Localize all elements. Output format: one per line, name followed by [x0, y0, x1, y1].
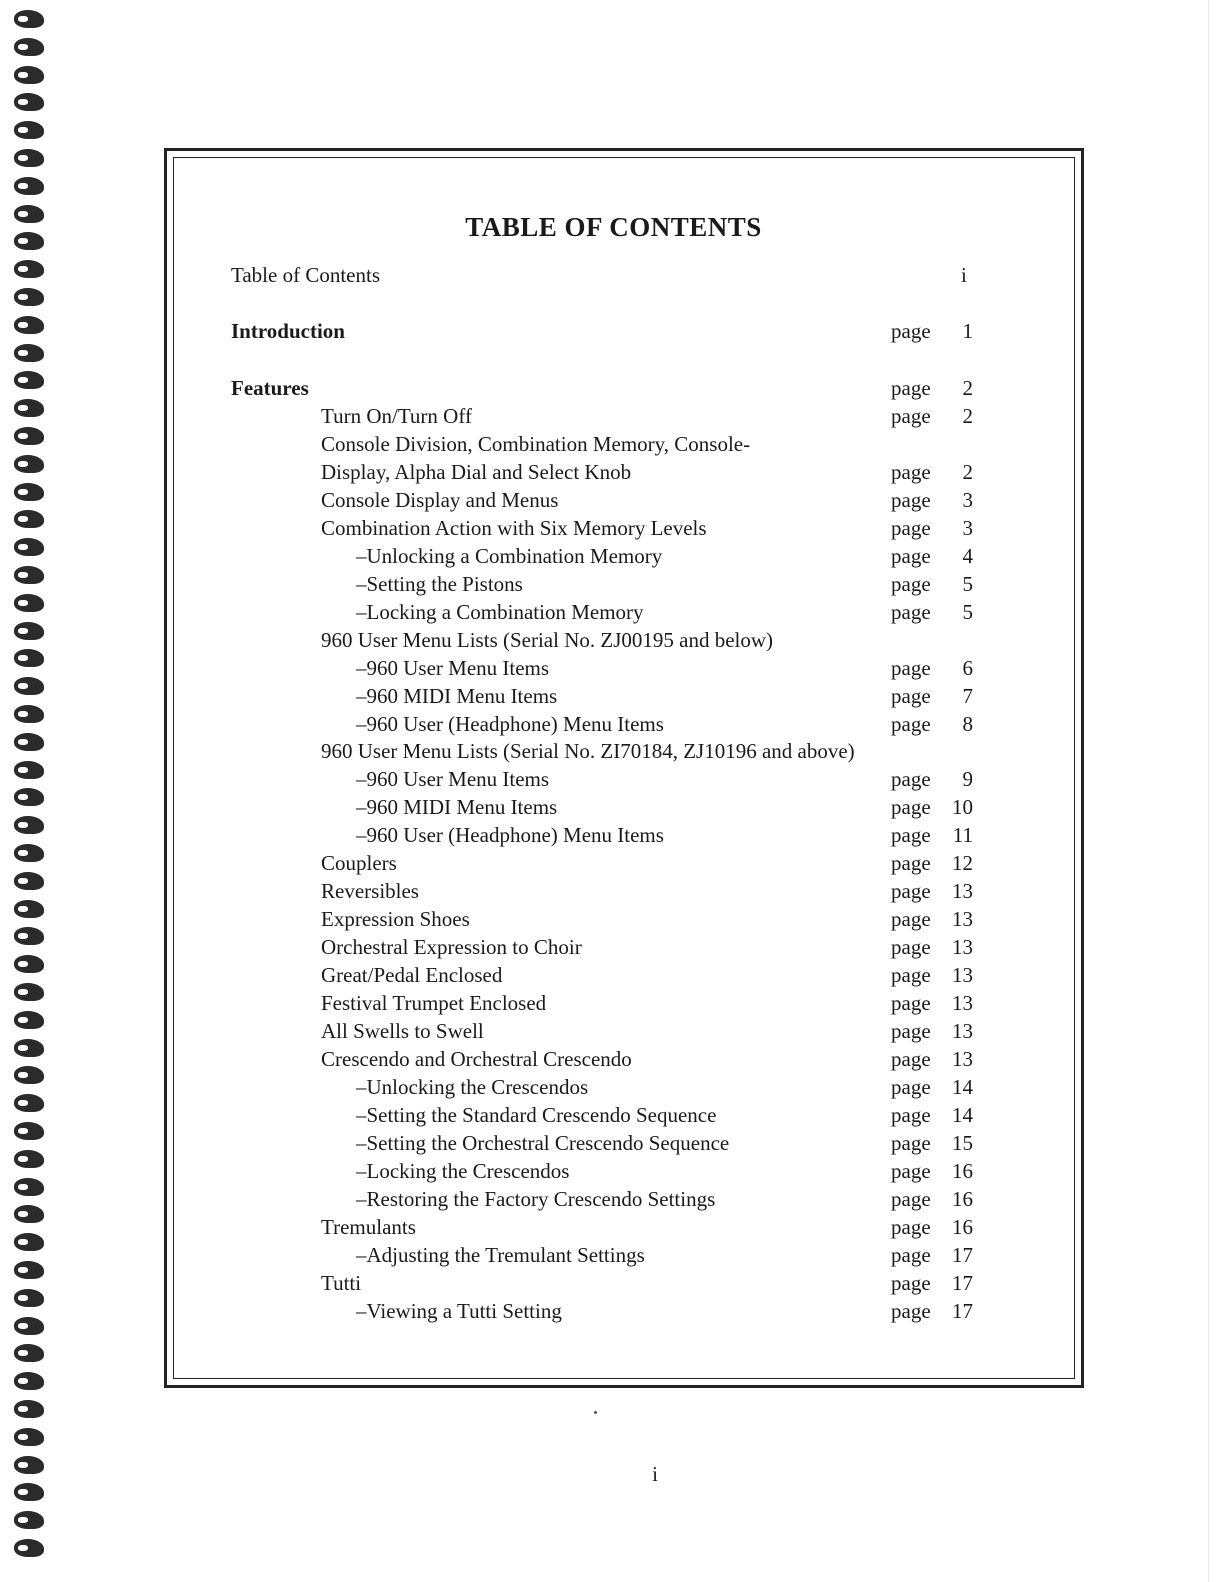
toc-page-number: 17 [952, 1271, 973, 1295]
toc-page-number: 16 [952, 1215, 973, 1239]
toc-row [0, 821, 1227, 849]
toc-page-number: 5 [962, 572, 973, 596]
toc-page-number: 4 [962, 544, 973, 568]
toc-page-number: 14 [952, 1075, 973, 1099]
toc-row [0, 682, 1227, 710]
toc-page-number: 16 [952, 1159, 973, 1183]
toc-entry-label: –Unlocking a Combination Memory [356, 544, 663, 568]
toc-page-word: page [891, 1159, 931, 1183]
toc-row [0, 989, 1227, 1017]
toc-row [0, 1045, 1227, 1073]
toc-page-word: page [891, 1271, 931, 1295]
toc-page-number: 13 [952, 991, 973, 1015]
toc-entry-label: –960 User Menu Items [356, 656, 550, 680]
toc-entry-label: –Setting the Pistons [356, 572, 523, 596]
toc-row [0, 710, 1227, 738]
toc-page-number: 13 [952, 963, 973, 987]
toc-row [0, 430, 1227, 458]
toc-entry-label: –Setting the Orchestral Crescendo Sequence [356, 1131, 730, 1155]
toc-page-number: 6 [962, 656, 973, 680]
toc-page-word: page [891, 907, 931, 931]
toc-entry-label: Couplers [321, 851, 397, 875]
toc-entry-label: Features [231, 376, 309, 400]
toc-page-word: page [891, 1075, 931, 1099]
toc-page-word: page [891, 879, 931, 903]
toc-page-number: 5 [962, 600, 973, 624]
toc-entry-label: Festival Trumpet Enclosed [321, 991, 547, 1015]
toc-entry-label: Console Division, Combination Memory, Console- [321, 432, 751, 456]
toc-page-word: page [891, 1187, 931, 1211]
toc-page-number: 2 [962, 404, 973, 428]
toc-row [0, 486, 1227, 514]
footer-page-number: i [652, 1462, 658, 1486]
toc-entry-label: Tutti [321, 1271, 362, 1295]
toc-entry-label: –960 User Menu Items [356, 767, 550, 791]
toc-page-word: page [891, 460, 931, 484]
toc-page-word: page [891, 516, 931, 540]
toc-page-word: page [891, 795, 931, 819]
toc-entry-label: –960 MIDI Menu Items [356, 684, 558, 708]
toc-entry-label: Combination Action with Six Memory Levels [321, 516, 707, 540]
toc-row [0, 737, 1227, 765]
toc-entry-label: Crescendo and Orchestral Crescendo [321, 1047, 632, 1071]
toc-page-word: page [891, 656, 931, 680]
toc-entry-label: Reversibles [321, 879, 419, 903]
toc-page-number: 3 [962, 488, 973, 512]
toc-row [0, 654, 1227, 682]
toc-entry-label: –960 User (Headphone) Menu Items [356, 712, 664, 736]
toc-page-number: 11 [952, 823, 973, 847]
toc-page-word: page [891, 1215, 931, 1239]
toc-row [0, 933, 1227, 961]
toc-page-number: 2 [962, 376, 973, 400]
toc-row [0, 570, 1227, 598]
toc-page-word: page [891, 572, 931, 596]
toc-row [0, 905, 1227, 933]
toc-page-number: 15 [952, 1131, 973, 1155]
toc-row [0, 1185, 1227, 1213]
toc-page-number: 3 [962, 516, 973, 540]
toc-row [0, 1017, 1227, 1045]
paper-speck [594, 1411, 597, 1414]
toc-row [0, 1157, 1227, 1185]
toc-row [0, 402, 1227, 430]
toc-page-word: page [891, 1019, 931, 1043]
toc-page-number: 12 [952, 851, 973, 875]
toc-row [0, 598, 1227, 626]
toc-page-number: 13 [952, 935, 973, 959]
toc-row [0, 626, 1227, 654]
toc-page-word: page [891, 1103, 931, 1127]
page-title: TABLE OF CONTENTS [465, 212, 762, 242]
toc-page-number: 17 [952, 1243, 973, 1267]
toc-entry-label: –Restoring the Factory Crescendo Settings [356, 1187, 716, 1211]
toc-header-label: Table of Contents [231, 263, 380, 287]
toc-page-word: page [891, 991, 931, 1015]
toc-page-word: page [891, 851, 931, 875]
toc-page-word: page [891, 963, 931, 987]
toc-entry-label: Turn On/Turn Off [321, 404, 472, 428]
toc-page-number: 7 [962, 684, 973, 708]
toc-entry-label: Tremulants [321, 1215, 416, 1239]
toc-page-word: page [891, 404, 931, 428]
toc-row [0, 765, 1227, 793]
toc-row [0, 317, 1227, 345]
toc-page-number: 9 [962, 767, 973, 791]
toc-page-number: 8 [962, 712, 973, 736]
toc-row [0, 877, 1227, 905]
toc-page-word: page [891, 767, 931, 791]
toc-row [0, 1073, 1227, 1101]
toc-page-word: page [891, 1299, 931, 1323]
toc-entry-label: –Locking the Crescendos [356, 1159, 570, 1183]
toc-page-number: 13 [952, 1047, 973, 1071]
toc-row [0, 1297, 1227, 1325]
toc-page-word: page [891, 376, 931, 400]
toc-entry-label: Great/Pedal Enclosed [321, 963, 503, 987]
toc-page-word: page [891, 1047, 931, 1071]
toc-entry-label: Introduction [231, 319, 345, 343]
toc-row [0, 793, 1227, 821]
toc-entry-label: –Adjusting the Tremulant Settings [356, 1243, 645, 1267]
toc-entry-label: Console Display and Menus [321, 488, 559, 512]
toc-page-number: 13 [952, 879, 973, 903]
toc-header-row [0, 261, 1227, 289]
toc-page-word: page [891, 823, 931, 847]
toc-page-word: page [891, 935, 931, 959]
toc-row [0, 1269, 1227, 1297]
toc-row [0, 374, 1227, 402]
toc-page-word: page [891, 1243, 931, 1267]
toc-page-number: 14 [952, 1103, 973, 1127]
toc-row [0, 542, 1227, 570]
toc-page-number: 2 [962, 460, 973, 484]
toc-page-word: page [891, 488, 931, 512]
toc-row [0, 849, 1227, 877]
toc-page-word: page [891, 712, 931, 736]
toc-row [0, 1101, 1227, 1129]
toc-header-page: i [961, 263, 967, 287]
toc-page-number: 13 [952, 1019, 973, 1043]
toc-page-word: page [891, 1131, 931, 1155]
toc-page-word: page [891, 319, 931, 343]
toc-page-number: 13 [952, 907, 973, 931]
toc-entry-label: 960 User Menu Lists (Serial No. ZJ00195 and below) [321, 628, 774, 652]
toc-page-number: 16 [952, 1187, 973, 1211]
toc-entry-label: –960 User (Headphone) Menu Items [356, 823, 664, 847]
toc-page-number: 17 [952, 1299, 973, 1323]
toc-entry-label: Display, Alpha Dial and Select Knob [321, 460, 632, 484]
toc-page-word: page [891, 544, 931, 568]
toc-page-word: page [891, 684, 931, 708]
toc-entry-label: 960 User Menu Lists (Serial No. ZI70184, ZJ10196 and above) [321, 739, 855, 763]
toc-page-number: 1 [962, 319, 973, 343]
toc-row [0, 514, 1227, 542]
toc-entry-label: –Setting the Standard Crescendo Sequence [356, 1103, 717, 1127]
toc-entry-label: Expression Shoes [321, 907, 470, 931]
toc-entry-label: Orchestral Expression to Choir [321, 935, 582, 959]
toc-row [0, 458, 1227, 486]
toc-row [0, 1213, 1227, 1241]
toc-entry-label: –Unlocking the Crescendos [356, 1075, 589, 1099]
toc-entry-label: –Locking a Combination Memory [356, 600, 644, 624]
toc-row [0, 1129, 1227, 1157]
toc-entry-label: –Viewing a Tutti Setting [356, 1299, 562, 1323]
toc-page-number: 10 [952, 795, 973, 819]
toc-entry-label: All Swells to Swell [321, 1019, 484, 1043]
toc-row [0, 961, 1227, 989]
toc-entry-label: –960 MIDI Menu Items [356, 795, 558, 819]
toc-row [0, 1241, 1227, 1269]
toc-page-word: page [891, 600, 931, 624]
